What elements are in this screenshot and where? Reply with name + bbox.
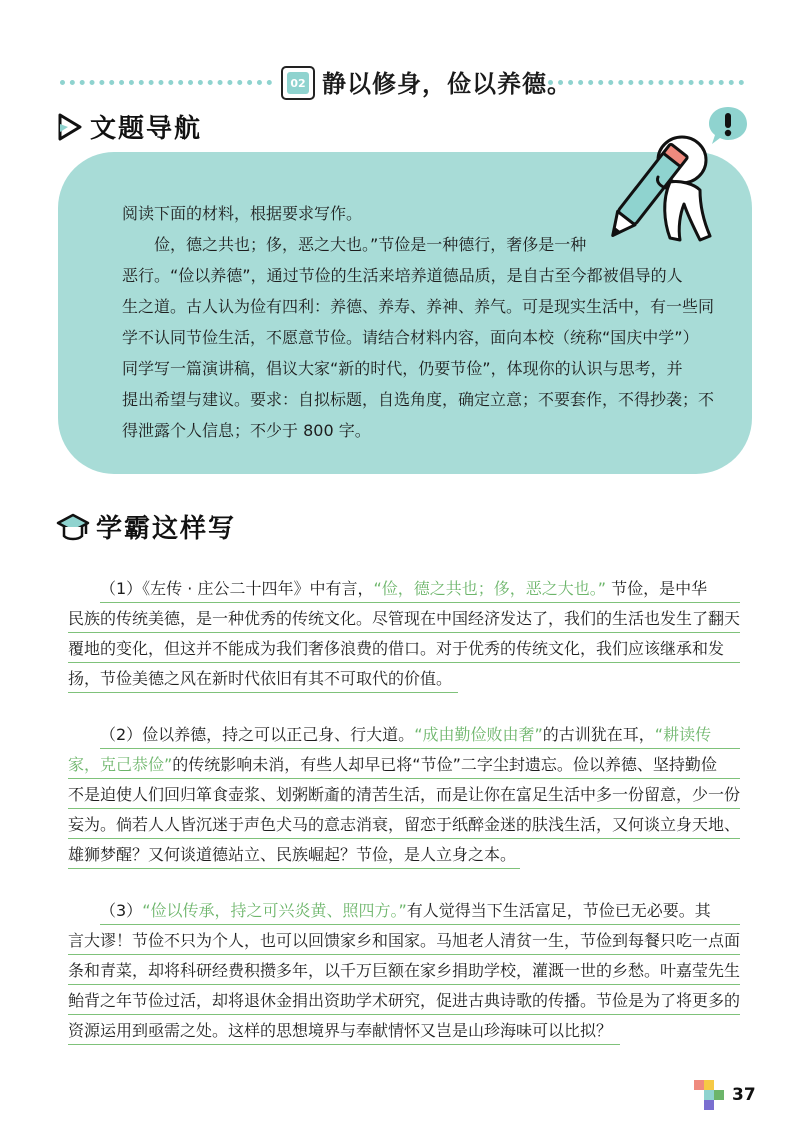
underline (100, 748, 740, 749)
underline (68, 1044, 620, 1045)
chapter-badge (281, 66, 315, 100)
prompt-line: 同学写一篇演讲稿，倡议大家“新的时代，仍要节俭”，体现你的认识与思考，并 (122, 359, 683, 378)
essay-quote: “俭，德之共也；侈，恶之大也。” (373, 579, 607, 598)
chapter-number: 02 (287, 72, 309, 94)
essay-text: （3） (100, 901, 143, 920)
prompt-line: 得泄露个人信息；不少于 800 字。 (122, 421, 371, 440)
underline (68, 838, 740, 839)
essay-line: 扬，节俭美德之风在新时代依旧有其不可取代的价值。 (68, 669, 453, 688)
underline (68, 632, 740, 633)
underline (68, 868, 520, 869)
underline (68, 778, 740, 779)
essay-quote: “俭以传承，持之可兴炎黄、照四方。” (142, 901, 407, 920)
essay-line (100, 722, 711, 748)
essay-line (100, 898, 711, 924)
essay-text: （2）俭以养德，持之可以正己身、行大道。 (100, 725, 415, 744)
essay-line: 妄为。倘若人人皆沉迷于声色犬马的意志消衰，留恋于纸醉金迷的肤浅生活，又何谈立身天地、 (68, 815, 741, 834)
essay-line (68, 752, 717, 778)
essay-quote: 家，克己恭俭” (68, 755, 173, 774)
essay-line: 言大谬！节俭不只为个人，也可以回馈家乡和国家。马旭老人清贫一生，节俭到每餐只吃一点面 (68, 931, 741, 950)
essay-quote: “耕读传 (654, 725, 712, 744)
essay-line: 雄狮梦醒？又何谈道德站立、民族崛起？节俭，是人立身之本。 (68, 845, 517, 864)
section-heading-topic (56, 108, 202, 145)
prompt-line: 生之道。古人认为俭有四利：养德、养寿、养神、养气。可是现实生活中，有一些同 (122, 297, 715, 316)
underline (68, 984, 740, 985)
underline (68, 662, 740, 663)
prompt-line: 阅读下面的材料，根据要求写作。 (122, 204, 363, 223)
section-title-topic: 文题导航 (90, 114, 203, 144)
underline (68, 808, 740, 809)
underline (68, 1014, 740, 1015)
section-title-sample: 学霸这样写 (96, 514, 237, 544)
play-triangle-icon (56, 112, 84, 142)
underline (68, 692, 458, 693)
essay-line: 民族的传统美德，是一种优秀的传统文化。尽管现在中国经济发达了，我们的生活也发生了翻天 (68, 609, 741, 628)
underline (68, 954, 740, 955)
prompt-line: 学不认同节俭生活，不愿意节俭。请结合材料内容，面向本校（统称“国庆中学”） (122, 328, 699, 347)
prompt-line: 提出希望与建议。要求：自拟标题，自选角度，确定立意；不要套作，不得抄袭；不 (122, 390, 715, 409)
colorful-blocks-logo-icon (692, 1078, 726, 1114)
essay-text: 的传统影响未消，有些人却早已将“节俭”二字尘封遗忘。俭以养德、坚持勤俭 (172, 755, 717, 774)
header-dotted-line-right (548, 80, 744, 85)
essay-quote: “成由勤俭败由奢” (414, 725, 543, 744)
essay-text: 有人觉得当下生活富足，节俭已无必要。其 (406, 901, 711, 920)
section-heading-sample (56, 508, 236, 545)
essay-text: 的古训犹在耳， (542, 725, 655, 744)
mascot-with-pencil-icon (608, 130, 718, 260)
prompt-line: 恶行。“俭以养德”，通过节俭的生活来培养道德品质，是自古至今都被倡导的人 (122, 266, 683, 285)
underline (100, 602, 740, 603)
graduation-cap-icon (56, 511, 90, 543)
essay-line: 不是迫使人们回归箪食壶浆、划粥断齑的清苦生活，而是让你在富足生活中多一份留意，少一份 (68, 785, 741, 804)
essay-line: 条和青菜，却将科研经费积攒多年，以千万巨额在家乡捐助学校，灌溉一世的乡愁。叶嘉莹先生 (68, 961, 741, 980)
essay-line: 覆地的变化，但这并不能成为我们奢侈浪费的借口。对于优秀的传统文化，我们应该继承和发 (68, 639, 725, 658)
header-dotted-line-left (60, 80, 272, 85)
essay-line: 鲐背之年节俭过活，却将退休金捐出资助学术研究，促进古典诗歌的传播。节俭是为了将更多的 (68, 991, 741, 1010)
underline (100, 924, 740, 925)
page-title: 静以修身，俭以养德。 (322, 69, 572, 98)
page-number: 37 (732, 1085, 756, 1105)
essay-text: 节俭，是中华 (606, 579, 708, 598)
prompt-line: 俭，德之共也；侈，恶之大也。”节俭是一种德行，奢侈是一种 (154, 235, 587, 254)
essay-text: （1）《左传 · 庄公二十四年》中有言， (100, 579, 374, 598)
essay-line (100, 576, 707, 602)
essay-line: 资源运用到亟需之处。这样的思想境界与奉献情怀又岂是山珍海味可以比拟？ (68, 1021, 613, 1040)
